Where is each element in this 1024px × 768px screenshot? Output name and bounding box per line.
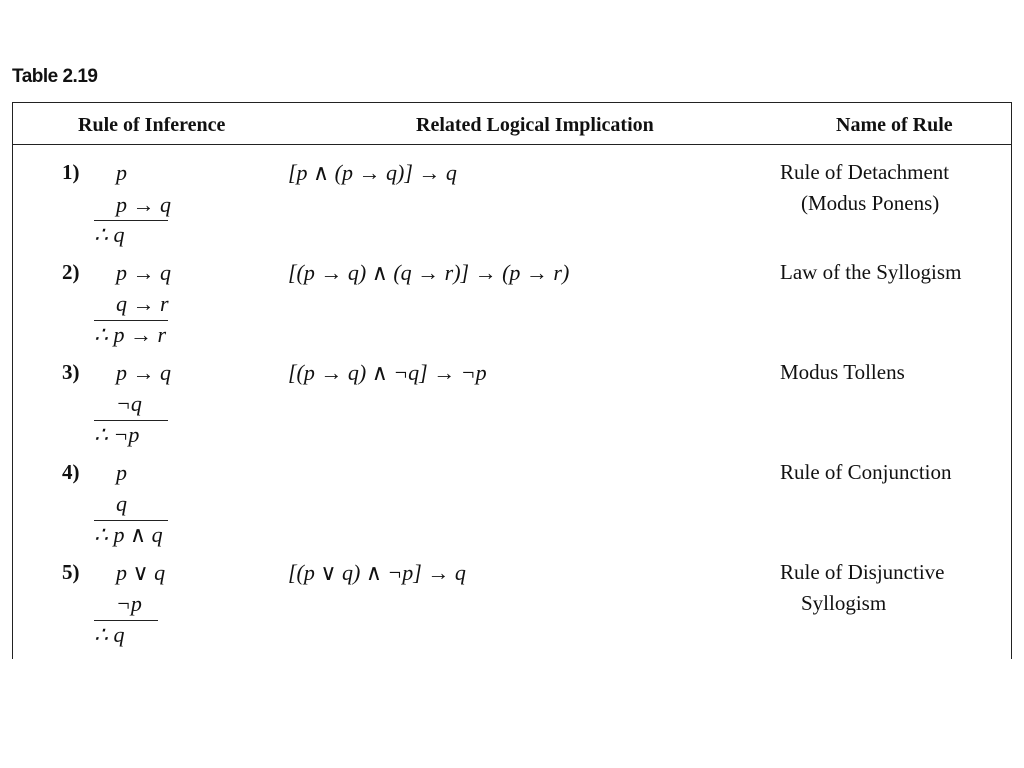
rule-name-line-1: Rule of Conjunction — [780, 460, 952, 484]
rule-name-line-1: Modus Tollens — [780, 360, 905, 384]
inference-bar — [94, 420, 168, 421]
rule-name-line-1: Law of the Syllogism — [780, 260, 962, 284]
conclusion: ∴ q — [94, 622, 125, 647]
header-rule-of-inference: Rule of Inference — [78, 114, 226, 136]
row-number: 5) — [62, 560, 80, 584]
implication: [(p → q) ∧ (q → r)] → (p → r) — [288, 260, 570, 285]
inference-bar — [94, 320, 168, 321]
conclusion: ∴ q — [94, 222, 125, 247]
premise-2: ¬q — [116, 391, 142, 416]
premise-1: p — [116, 160, 127, 185]
premise-2: ¬p — [116, 591, 142, 616]
row-number: 2) — [62, 260, 80, 284]
row-number: 3) — [62, 360, 80, 384]
conclusion: ∴ p → r — [94, 322, 167, 347]
premise-1: p → q — [116, 260, 171, 285]
row-number: 1) — [62, 160, 80, 184]
rule-name-line-2: (Modus Ponens) — [801, 191, 940, 215]
premise-1: p ∨ q — [116, 560, 166, 585]
header-name-of-rule: Name of Rule — [836, 114, 953, 136]
inference-bar — [94, 620, 158, 621]
table-caption: Table 2.19 — [12, 66, 98, 87]
premise-2: q — [116, 491, 127, 516]
premise-1: p → q — [116, 360, 171, 385]
premise-2: p → q — [116, 192, 171, 217]
inference-bar — [94, 520, 168, 521]
row-number: 4) — [62, 460, 80, 484]
conclusion: ∴ p ∧ q — [94, 522, 163, 547]
header-related-implication: Related Logical Implication — [416, 114, 654, 136]
rule-name-line-1: Rule of Disjunctive — [780, 560, 945, 584]
premise-2: q → r — [116, 291, 169, 316]
conclusion: ∴ ¬p — [94, 422, 140, 447]
premise-1: p — [116, 460, 127, 485]
inference-bar — [94, 220, 168, 221]
implication: [(p ∨ q) ∧ ¬p] → q — [288, 560, 466, 585]
rule-name-line-1: Rule of Detachment — [780, 160, 950, 184]
implication: [p ∧ (p → q)] → q — [288, 160, 457, 185]
header-divider — [12, 144, 1011, 145]
rule-name-line-2: Syllogism — [801, 591, 887, 615]
implication: [(p → q) ∧ ¬q] → ¬p — [288, 360, 487, 385]
